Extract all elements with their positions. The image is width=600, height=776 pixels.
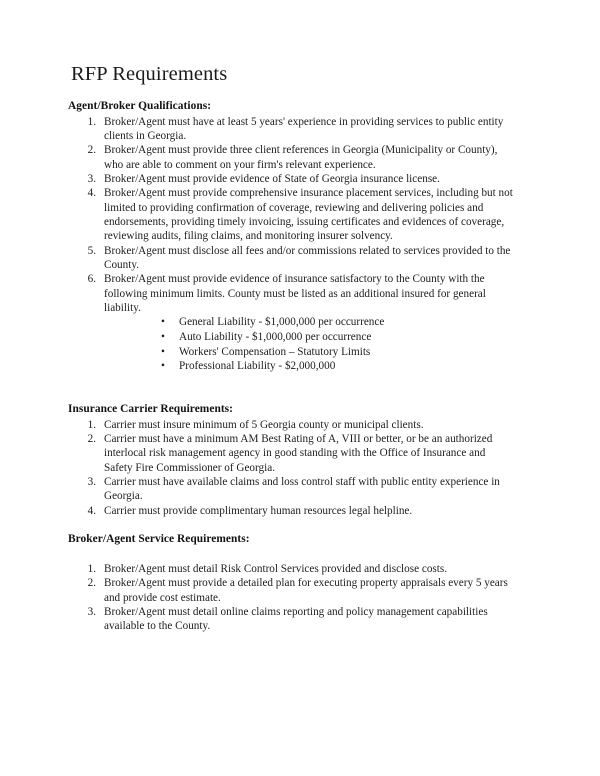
- list-item: [68, 330, 515, 345]
- bullet-icon: •: [161, 330, 165, 343]
- bullet-icon: •: [161, 360, 165, 373]
- list-marker: 3.: [87, 172, 96, 185]
- list-minimum-insurance-limits: [68, 315, 515, 373]
- list-agent-broker-qualifications: [68, 115, 515, 316]
- list-marker: 1.: [87, 418, 96, 431]
- list-item: [68, 504, 515, 518]
- list-item-text: Broker/Agent must provide a detailed plan for executing property appraisals every 5 years and provide cost estimate.: [104, 577, 508, 604]
- section-spacer: [68, 374, 515, 403]
- list-item: [68, 475, 515, 504]
- list-marker: 3.: [87, 605, 96, 618]
- list-marker: 1.: [87, 562, 96, 575]
- list-item-text: Carrier must have a minimum AM Best Rating of A, VIII or better, or be an authorized interlocal risk management agency in good standing with the Office of Insurance and Safety Fire Commissioner of Georgia.: [104, 432, 493, 474]
- list-item-text: Broker/Agent must have at least 5 years' experience in providing services to public entity clients in Georgia.: [104, 115, 504, 142]
- list-item-text: Workers' Compensation – Statutory Limits: [179, 345, 371, 358]
- list-marker: 2.: [87, 144, 96, 157]
- list-item-text: Broker/Agent must provide evidence of State of Georgia insurance license.: [104, 172, 440, 185]
- list-item: [68, 315, 515, 330]
- list-item-text: Broker/Agent must disclose all fees and/or commissions related to services provided to the County.: [104, 244, 511, 271]
- list-marker: 6.: [87, 273, 96, 286]
- section-broker-agent-service-requirements: [68, 532, 515, 633]
- list-item: [68, 605, 515, 634]
- heading-body-spacer: [68, 548, 515, 562]
- list-item-text: Broker/Agent must provide three client references in Georgia (Municipality or County), who are able to comment on your firm's relevant experience.: [104, 144, 498, 171]
- bullet-icon: •: [161, 316, 165, 329]
- list-broker-agent-service-requirements: [68, 562, 515, 634]
- list-marker: 3.: [87, 475, 96, 488]
- list-item: [68, 186, 515, 243]
- list-item: [68, 359, 515, 374]
- list-item-text: Auto Liability - $1,000,000 per occurrence: [179, 330, 372, 343]
- list-item-text: Broker/Agent must detail Risk Control Services provided and disclose costs.: [104, 562, 448, 575]
- section-insurance-carrier-requirements: [68, 402, 515, 518]
- list-item-text: Carrier must provide complimentary human resources legal helpline.: [104, 504, 413, 517]
- section-spacer: [68, 518, 515, 532]
- list-item: [68, 115, 515, 144]
- list-item-text: Carrier must insure minimum of 5 Georgia county or municipal clients.: [104, 418, 424, 431]
- list-marker: 4.: [87, 504, 96, 517]
- list-item: [68, 345, 515, 360]
- list-item: [68, 576, 515, 605]
- list-marker: 4.: [87, 187, 96, 200]
- list-item: [68, 172, 515, 186]
- list-item: [68, 272, 515, 315]
- list-marker: 2.: [87, 432, 96, 445]
- list-item-text: Broker/Agent must detail online claims reporting and policy management capabilities available to the County.: [104, 605, 488, 633]
- section-heading-broker-agent-service-requirements: Broker/Agent Service Requirements:: [68, 533, 250, 546]
- list-item: [68, 143, 515, 172]
- list-marker: 2.: [87, 577, 96, 590]
- section-agent-broker-qualifications: [68, 99, 515, 374]
- list-item-text: Broker/Agent must provide evidence of insurance satisfactory to the County with the following minimum limits. County must be listed as an additional insured for general liability.: [104, 273, 486, 314]
- list-insurance-carrier-requirements: [68, 418, 515, 518]
- list-item-text: Broker/Agent must provide comprehensive insurance placement services, including but not limited to providing confirmation of coverage, reviewing and delivering policies and endorsements, providing timely invoicing, issuing certificates and evidences of coverage, reviewing audits, filing claims, and monitoring insurer solvency.: [104, 187, 513, 243]
- list-item-text: Professional Liability - $2,000,000: [179, 360, 336, 373]
- list-marker: 1.: [87, 115, 96, 128]
- section-heading-insurance-carrier-requirements: Insurance Carrier Requirements:: [68, 403, 234, 416]
- page-title: RFP Requirements: [71, 63, 228, 85]
- list-marker: 5.: [87, 244, 96, 257]
- list-item-text: Carrier must have available claims and loss control staff with public entity experience in Georgia.: [104, 475, 500, 503]
- list-item: [68, 418, 515, 432]
- list-item: [68, 432, 515, 475]
- list-item: [68, 562, 515, 576]
- list-item: [68, 244, 515, 273]
- list-item-text: General Liability - $1,000,000 per occurrence: [179, 316, 385, 329]
- bullet-icon: •: [161, 345, 165, 358]
- section-heading-agent-broker-qualifications: Agent/Broker Qualifications:: [68, 100, 212, 113]
